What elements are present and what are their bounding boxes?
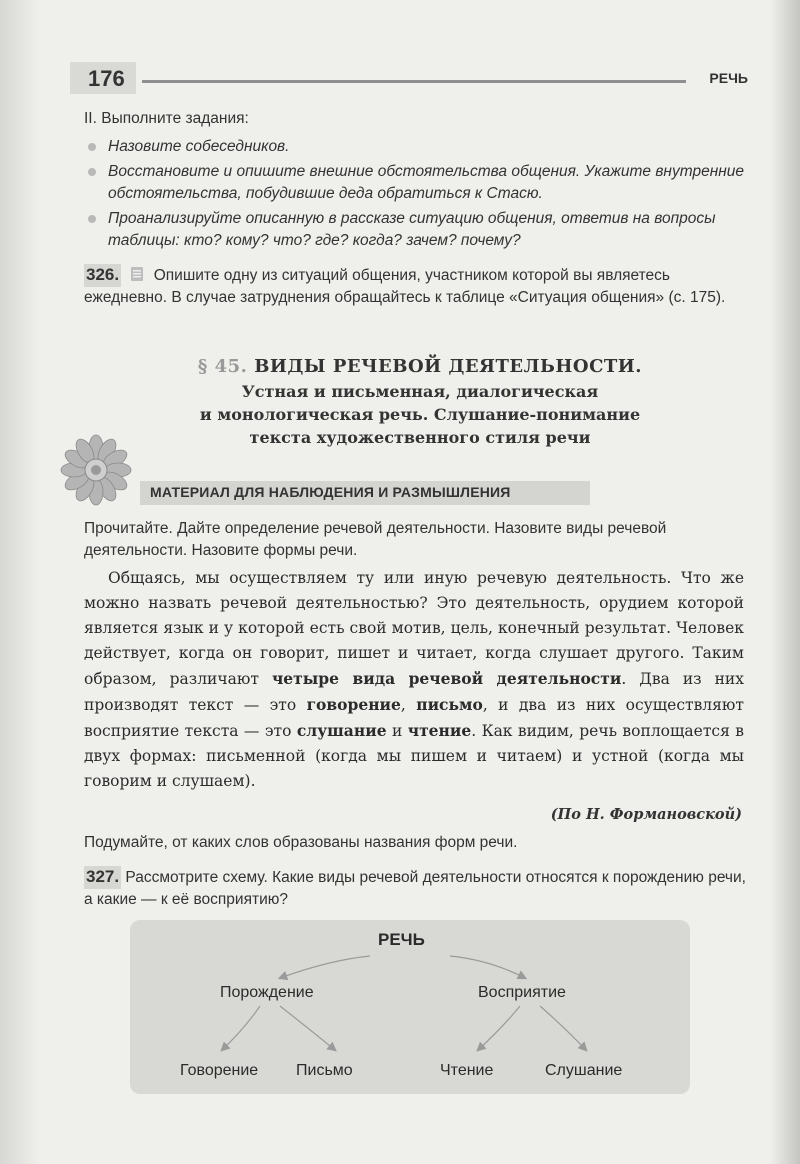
- section-number: § 45.: [197, 356, 248, 377]
- arrow-right-leaf1: [478, 1006, 520, 1050]
- flower-icon: [60, 434, 132, 506]
- arrow-root-left: [280, 956, 370, 978]
- exercise-number: 327.: [86, 867, 120, 886]
- exercise-text: Рассмотрите схему. Какие виды речевой деятельности относятся к порождению речи, а какие — к её восприятию?: [84, 869, 746, 908]
- reading-text: Общаясь, мы осуществляем ту или иную речевую деятельность. Что же можно назвать речевой деятельностью? Это деятельность, орудием которой является язык и у которой есть свой мотив, цель, конечный результат. Человек действует, когда он говорит, пишет и читает, когда слушает другого. Таким образом, различают четыре вида речевой деятельности. Два из них производят текст — это говорение, письмо, и два из них осуществляют восприятие текста — это слушание и чтение. Как видим, речь воплощается в двух формах: письменной (когда мы пишем и читаем) и устной (когда мы говорим и слушаем).: [84, 569, 744, 790]
- page-header: [70, 62, 750, 94]
- material-label: МАТЕРИАЛ ДЛЯ НАБЛЮДЕНИЯ И РАЗМЫШЛЕНИЯ: [150, 484, 511, 500]
- section-subtitle-line: Устная и письменная, диалогическая: [241, 382, 599, 401]
- bullet-icon: [88, 168, 96, 176]
- exercise-number: 326.: [86, 265, 120, 284]
- diagram-root-label: РЕЧЬ: [378, 930, 425, 949]
- arrow-left-leaf1: [222, 1006, 260, 1050]
- reading-instruction: Прочитайте. Дайте определение речевой деятельности. Назовите виды речевой деятельности. Назовите формы речи.: [84, 520, 667, 559]
- diagram-branch-generation: Порождение: [220, 984, 314, 1001]
- diagram-leaf-writing: Письмо: [296, 1062, 353, 1079]
- section-title: [150, 356, 690, 377]
- section-subtitle-line: текста художественного стиля речи: [249, 428, 591, 447]
- list-item: Восстановите и опишите внешние обстоятельства общения. Укажите внутренние обстоятельства, побудившие деда обратиться к Стасю.: [84, 161, 754, 205]
- key-term: четыре вида речевой деятельности: [271, 669, 622, 688]
- page-number: 176: [88, 66, 125, 91]
- key-term: письмо: [416, 695, 483, 714]
- header-section-title: РЕЧЬ: [709, 70, 748, 86]
- diagram-leaf-speaking: Говорение: [180, 1062, 259, 1079]
- page-shadow-right: [770, 0, 800, 1164]
- page-shadow-left: [0, 0, 40, 1164]
- key-term: говорение: [306, 695, 401, 714]
- key-term: слушание: [296, 721, 387, 740]
- notebook-icon: [129, 266, 145, 282]
- exercise-327: [84, 866, 754, 911]
- header-rule: [142, 80, 686, 83]
- assignment-list: [84, 136, 754, 255]
- think-prompt: Подумайте, от каких слов образованы названия форм речи.: [84, 834, 518, 851]
- bullet-icon: [88, 143, 96, 151]
- diagram-leaf-listening: Слушание: [545, 1062, 623, 1079]
- list-item: Назовите собеседников.: [84, 136, 754, 158]
- bullet-icon: [88, 215, 96, 223]
- exercise-326: [84, 264, 754, 309]
- section-subtitle: [150, 380, 690, 449]
- arrow-root-right: [450, 956, 525, 978]
- key-term: чтение: [407, 721, 472, 740]
- diagram-branch-perception: Восприятие: [478, 984, 566, 1001]
- arrow-right-leaf2: [540, 1006, 586, 1050]
- arrow-left-leaf2: [280, 1006, 335, 1050]
- section-title-text: ВИДЫ РЕЧЕВОЙ ДЕЯТЕЛЬНОСТИ.: [254, 356, 643, 377]
- assignment-label: II. Выполните задания:: [84, 110, 249, 127]
- source-attribution: (По Н. Формановской): [550, 806, 742, 823]
- section-subtitle-line: и монологическая речь. Слушание-понимание: [199, 405, 641, 424]
- exercise-text: Опишите одну из ситуаций общения, участником которой вы являетесь ежедневно. В случае затруднения обращайтесь к таблице «Ситуация общения» (с. 175).: [84, 267, 726, 306]
- list-item: Проанализируйте описанную в рассказе ситуацию общения, ответив на вопросы таблицы: кто? кому? что? где? когда? зачем? почему?: [84, 208, 754, 252]
- diagram-leaf-reading: Чтение: [440, 1062, 494, 1079]
